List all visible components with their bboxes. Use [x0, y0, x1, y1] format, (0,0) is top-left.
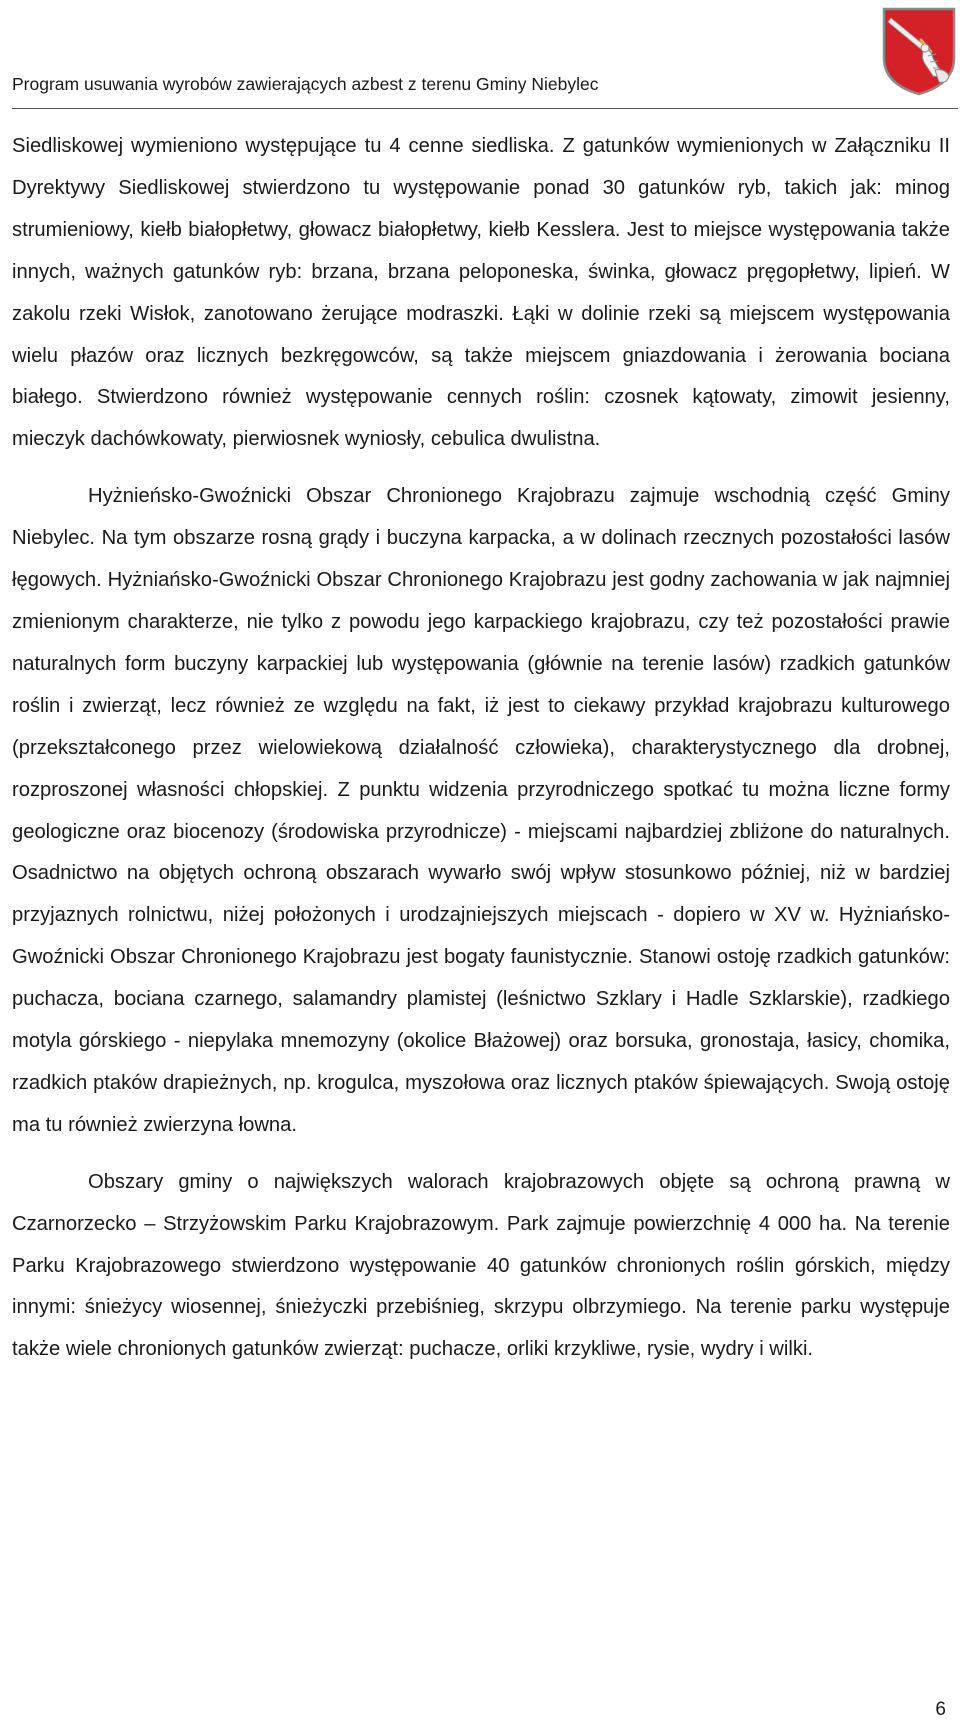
paragraph-2: Hyżnieńsko-Gwoźnicki Obszar Chronionego Krajobrazu zajmuje wschodnią część Gminy Niebylec. Na tym obszarze rosną grądy i buczyna karpacka, a w dolinach rzecznych pozostałości lasów łęgowych. Hyżniańsko-Gwoźnicki Obszar Chronionego Krajobrazu jest godny zachowania w jak najmniej zmienionym charakterze, nie tylko z powodu jego karpackiego krajobrazu, czy też pozostałości prawie naturalnych form buczyny karpackiej lub występowania (głównie na terenie lasów) rzadkich gatunków roślin i zwierząt, lecz również ze względu na fakt, iż jest to ciekawy przykład krajobrazu kulturowego (przekształconego przez wielowiekową działalność człowieka), charakterystycznego dla drobnej, rozproszonej własności chłopskiej. Z punktu widzenia przyrodniczego spotkać tu można liczne formy geologiczne oraz biocenozy (środowiska przyrodnicze) - miejscami najbardziej zbliżone do naturalnych. Osadnictwo na objętych ochroną obszarach wywarło swój wpływ stosunkowo później, niż w bardziej przyjaznych rolnictwu, niżej położonych i urodzajniejszych miejscach - dopiero w XV w. Hyżniańsko-Gwoźnicki Obszar Chronionego Krajobrazu jest bogaty faunistycznie. Stanowi ostoję rzadkich gatunków: puchacza, bociana czarnego, salamandry plamistej (leśnictwo Szklary i Hadle Szklarskie), rzadkiego motyla górskiego - niepylaka mnemozyny (okolice Błażowej) oraz borsuka, gronostaja, łasicy, chomika, rzadkich ptaków drapieżnych, np. krogulca, myszołowa oraz licznych ptaków śpiewających. Swoją ostoję ma tu również zwierzyna łowna. [12, 485, 950, 1136]
coat-of-arms-icon [881, 6, 957, 96]
paragraph-1: Siedliskowej wymieniono występujące tu 4 cenne siedliska. Z gatunków wymienionych w Załączniku II Dyrektywy Siedliskowej stwierdzono tu występowanie ponad 30 gatunków ryb, takich jak: minog strumieniowy, kiełb białopłetwy, głowacz białopłetwy, kiełb Kesslera. Jest to miejsce występowania także innych, ważnych gatunków ryb: brzana, brzana peloponeska, świnka, głowacz pręgopłetwy, lipień. W zakolu rzeki Wisłok, zanotowano żerujące modraszki. Łąki w dolinie rzeki są miejscem występowania wielu płazów oraz licznych bezkręgowców, są także miejscem gniazdowania i żerowania bociana białego. Stwierdzono również występowanie cennych roślin: czosnek kątowaty, zimowit jesienny, mieczyk dachówkowaty, pierwiosnek wyniosły, cebulica dwulistna. [12, 135, 950, 451]
body-text [12, 126, 950, 1371]
page-header [12, 0, 952, 108]
header-title: Program usuwania wyrobów zawierających azbest z terenu Gminy Niebylec [12, 74, 599, 94]
paragraph-3: Obszary gminy o największych walorach krajobrazowych objęte są ochroną prawną w Czarnorzecko – Strzyżowskim Parku Krajobrazowym. Park zajmuje powierzchnię 4 000 ha. Na terenie Parku Krajobrazowego stwierdzono występowanie 40 gatunków chronionych roślin górskich, między innymi: śnieżycy wiosennej, śnieżyczki przebiśnieg, skrzypu olbrzymiego. Na terenie parku występuje także wiele chronionych gatunków zwierząt: puchacze, orliki krzykliwe, rysie, wydry i wilki. [12, 1170, 950, 1361]
page-number: 6 [935, 1699, 946, 1720]
header-divider [12, 108, 958, 109]
arm-hand [921, 44, 929, 52]
